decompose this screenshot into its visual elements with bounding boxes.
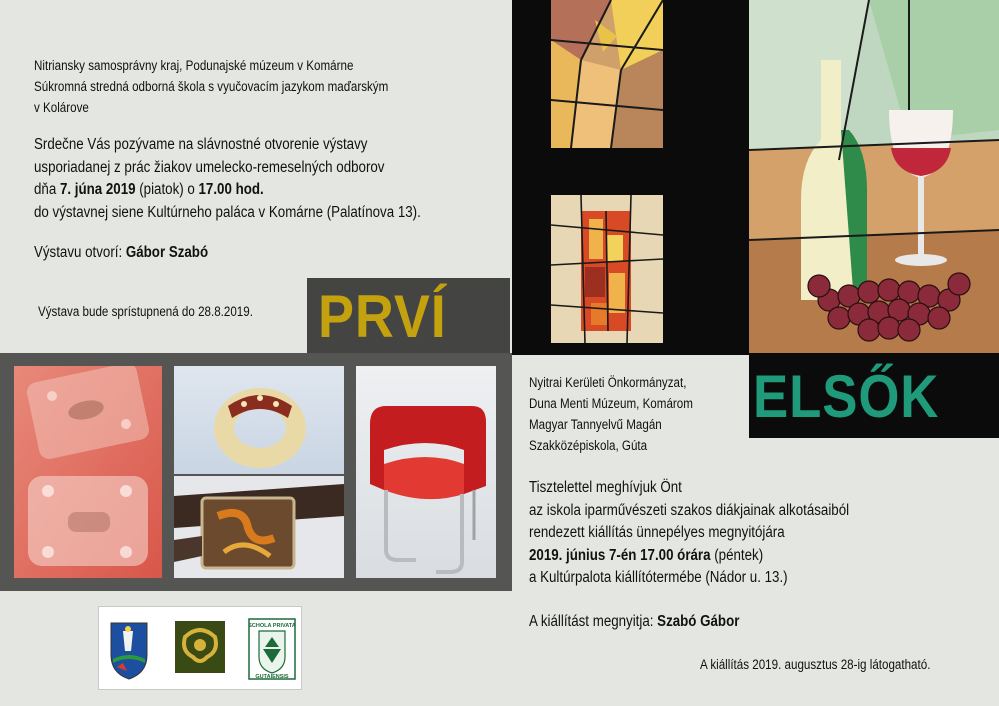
stained-glass-abstract-photo [551,0,663,148]
sk-org-line: v Kolárove [34,100,89,115]
hu-invite-line: az iskola iparművészeti szakos diákjainak alkotásaiból [529,501,850,519]
hu-invite-text: (péntek) [710,546,764,564]
stained-glass-mosaic-photo [551,195,663,343]
school-crest-bottom-text: GUTAIENSIS [255,674,289,680]
sk-invitation [34,134,421,224]
sk-date: 7. júna 2019 [59,181,136,198]
sk-opener [34,244,208,262]
sk-access-note: Výstava bude sprístupnená do 28.8.2019. [38,304,253,319]
sk-invite-line: usporiadanej z prác žiakov umelecko-remeselných odborov [34,158,385,176]
museum-emblem-icon [175,621,225,673]
hu-organizers [529,372,693,456]
hu-access-note: A kiállítás 2019. augusztus 28-ig látogatható. [700,657,931,672]
sk-time: 17.00 hod. [198,181,264,198]
sk-invite-text: (piatok) o [135,181,199,198]
hu-invite-line: a Kultúrpalota kiállítótermébe (Nádor u. 13.) [529,569,788,586]
hu-opener [529,613,739,631]
sk-invite-line [34,179,421,202]
hu-org-line: Duna Menti Múzeum, Komárom [529,396,693,411]
coat-of-arms-icon [111,623,147,679]
belt-buckle-photo [174,476,344,578]
hu-invite-line: rendezett kiállítás ünnepélyes megnyitójára [529,524,785,541]
hu-opener-label: A kiállítást megnyitja: [529,613,658,630]
logo-panel [98,606,302,690]
stained-glass-wine-photo [749,0,999,353]
sk-invite-line: Srdečne Vás pozývame na slávnostné otvorenie výstavy [34,136,368,153]
red-chair-photo [356,366,496,578]
hu-invite-line [529,545,849,568]
hu-invitation [529,477,849,590]
sk-invite-text: dňa [34,181,60,198]
sk-invite-line: do výstavnej siene Kultúrneho paláca v Komárne (Palatínova 13). [34,203,421,221]
school-crest-icon [248,619,295,680]
sk-org-line: Súkromná stredná odborná škola s vyučovacím jazykom maďarským [34,79,389,94]
hu-date-time: 2019. június 7-én 17.00 órára [529,546,711,564]
school-crest-top-text: SCHOLA PRIVATA [248,623,296,629]
sk-title: PRVÍ [318,283,447,350]
bracelet-photo [174,366,344,474]
sk-opener-label: Výstavu otvorí: [34,244,126,261]
hu-org-line: Szakközépiskola, Gúta [529,438,648,453]
sk-opener-name: Gábor Szabó [125,244,209,261]
glass-plates-photo [14,366,162,578]
hu-title: ELSŐK [753,363,940,430]
hu-opener-name: Szabó Gábor [657,613,740,630]
hu-org-line: Nyitrai Kerületi Önkormányzat, [529,375,687,390]
sk-org-line: Nitriansky samosprávny kraj, Podunajské múzeum v Komárne [34,58,354,73]
hu-org-line: Magyar Tannyelvű Magán [529,417,662,432]
sk-organizers [34,55,388,118]
hu-invite-line: Tisztelettel meghívjuk Önt [529,479,682,496]
